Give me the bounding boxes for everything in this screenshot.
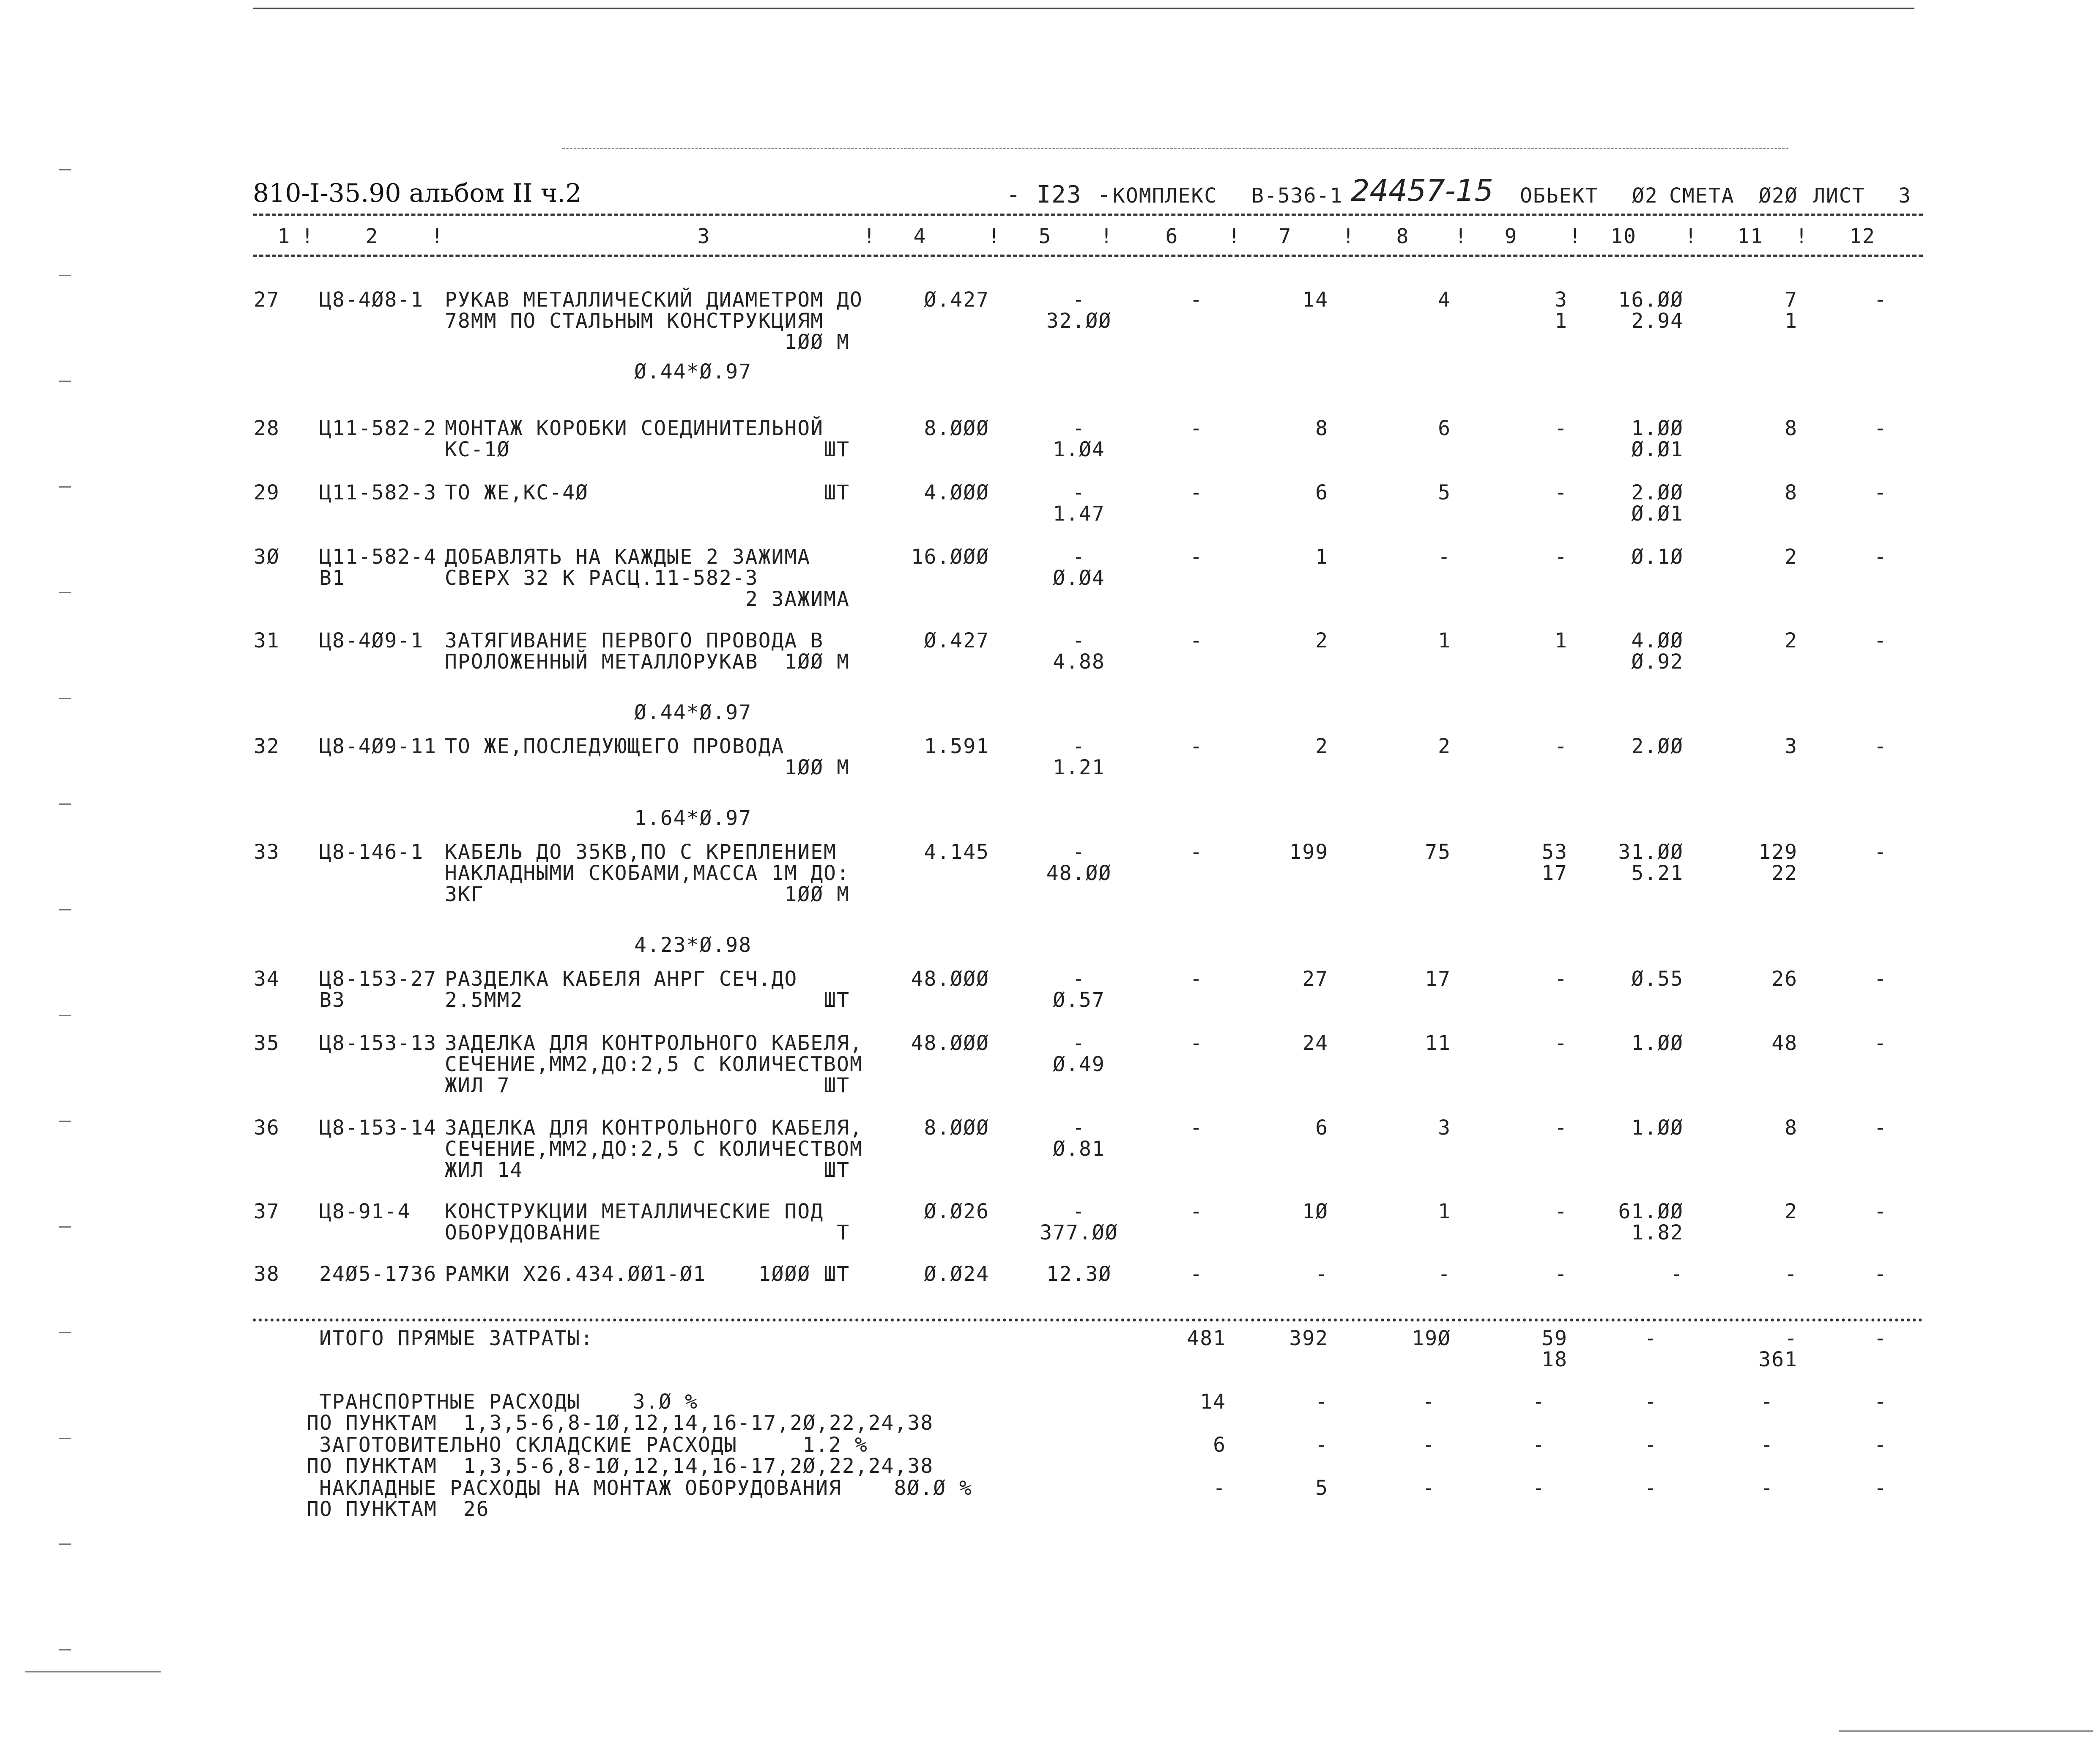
row-col12: - (1874, 1262, 1887, 1286)
row-col11: 7 (1785, 288, 1798, 312)
overhead-value: - (1532, 1476, 1546, 1500)
overhead-title: НАКЛАДНЫЕ РАСХОДЫ НА МОНТАЖ ОБОРУДОВАНИЯ 8Ø.Ø % (319, 1476, 972, 1500)
totals-col10: - (1644, 1327, 1658, 1350)
row-col7: 14 (1302, 288, 1328, 312)
margin-mark (59, 169, 71, 170)
row-col6: - (1190, 481, 1203, 504)
row-description: НАКЛАДНЫМИ СКОБАМИ,МАССА 1М ДО: (445, 861, 850, 885)
row-col6: - (1190, 735, 1203, 758)
overhead-items: ПО ПУНКТАМ 26 (307, 1497, 490, 1521)
overhead-value: - (1315, 1433, 1328, 1457)
row-unit-cost: 1.47 (1053, 502, 1105, 526)
column-number: 9 (1504, 225, 1518, 248)
row-col12: - (1874, 629, 1887, 652)
row-col7: 27 (1302, 967, 1328, 991)
overhead-value: - (1760, 1390, 1774, 1414)
sheet-label: ЛИСТ (1813, 184, 1865, 208)
row-quantity: 48.ØØØ (911, 967, 989, 991)
bottom-right-rule (1839, 1730, 2093, 1732)
row-col11: 1 (1785, 309, 1798, 333)
row-code: Ц8-153-27 (319, 967, 437, 991)
row-formula: 1.64*Ø.97 (634, 806, 752, 830)
row-col9: 17 (1541, 861, 1568, 885)
row-unit: ШТ (824, 1074, 850, 1097)
row-col6: - (1190, 1031, 1203, 1055)
row-col12: - (1874, 1200, 1887, 1223)
row-col9: - (1555, 1200, 1568, 1223)
row-unit: 2 ЗАЖИМА (745, 587, 850, 611)
row-col6: - (1190, 840, 1203, 864)
row-col10: 31.ØØ (1618, 840, 1684, 864)
row-quantity: 1.591 (924, 735, 989, 758)
row-col8: 3 (1438, 1116, 1451, 1140)
row-col9: - (1555, 1116, 1568, 1140)
row-number: 36 (254, 1116, 280, 1140)
row-number: 35 (254, 1031, 280, 1055)
row-description: ЗАДЕЛКА ДЛЯ КОНТРОЛЬНОГО КАБЕЛЯ, (445, 1031, 863, 1055)
row-quantity: Ø.Ø24 (924, 1262, 989, 1286)
row-number: 33 (254, 840, 280, 864)
row-number: 31 (254, 629, 280, 652)
overhead-title: ТРАНСПОРТНЫЕ РАСХОДЫ 3.Ø % (319, 1390, 698, 1414)
row-col7: 1 (1315, 545, 1328, 569)
row-unit-cost: - (1072, 735, 1086, 758)
column-separator: ! (1795, 225, 1809, 248)
row-unit-cost: - (1072, 481, 1086, 504)
overhead-value: - (1532, 1433, 1546, 1457)
row-col6: - (1190, 1262, 1203, 1286)
row-col10: 1.ØØ (1631, 1031, 1684, 1055)
column-number: 6 (1165, 225, 1179, 248)
row-col11: 48 (1771, 1031, 1798, 1055)
column-separator: ! (1569, 225, 1582, 248)
row-description: РАЗДЕЛКА КАБЕЛЯ АНРГ СЕЧ.ДО (445, 967, 798, 991)
column-number: 11 (1737, 225, 1763, 248)
row-unit-cost: Ø.Ø4 (1053, 566, 1105, 590)
margin-mark (59, 1543, 71, 1545)
row-code: Ц8-4Ø9-1 (319, 629, 424, 652)
row-description: 3КГ (445, 883, 484, 906)
totals-col6: 481 (1187, 1327, 1226, 1350)
row-col7: - (1315, 1262, 1328, 1286)
overhead-value: - (1422, 1476, 1436, 1500)
row-description: 2.5ММ2 (445, 988, 523, 1012)
row-unit-cost: - (1072, 288, 1086, 312)
row-col7: 2 (1315, 735, 1328, 758)
row-col10: 61.ØØ (1618, 1200, 1684, 1223)
column-number: 2 (365, 225, 379, 248)
row-description: ДОБАВЛЯТЬ НА КАЖДЫЕ 2 ЗАЖИМА (445, 545, 811, 569)
row-code: Ц8-4Ø9-11 (319, 735, 437, 758)
row-formula: Ø.44*Ø.97 (634, 701, 752, 724)
row-col6: - (1190, 629, 1203, 652)
row-description: ОБОРУДОВАНИЕ (445, 1221, 602, 1245)
row-unit-cost: - (1072, 1116, 1086, 1140)
row-formula: Ø.44*Ø.97 (634, 360, 752, 384)
totals-col7: 392 (1289, 1327, 1328, 1350)
row-quantity: Ø.427 (924, 288, 989, 312)
row-code: В1 (319, 566, 345, 590)
column-separator: ! (1100, 225, 1114, 248)
row-col10: 16.ØØ (1618, 288, 1684, 312)
row-col8: 6 (1438, 417, 1451, 440)
margin-mark (59, 486, 71, 488)
overhead-value: - (1644, 1390, 1658, 1414)
row-col12: - (1874, 1116, 1887, 1140)
row-col6: - (1190, 967, 1203, 991)
row-col11: 2 (1785, 629, 1798, 652)
row-col8: 75 (1425, 840, 1451, 864)
row-col12: - (1874, 288, 1887, 312)
column-number: 10 (1610, 225, 1637, 248)
row-col6: - (1190, 1200, 1203, 1223)
column-separator: ! (863, 225, 876, 248)
row-col9: 1 (1555, 309, 1568, 333)
margin-mark (59, 909, 71, 910)
row-col8: - (1438, 1262, 1451, 1286)
row-col12: - (1874, 545, 1887, 569)
row-description: ЗАТЯГИВАНИЕ ПЕРВОГО ПРОВОДА В (445, 629, 824, 652)
totals-col8: 19Ø (1412, 1327, 1451, 1350)
overhead-value: - (1315, 1390, 1328, 1414)
margin-mark (59, 592, 71, 593)
row-col9: 3 (1555, 288, 1568, 312)
overhead-value: - (1213, 1476, 1226, 1500)
row-quantity: 4.145 (924, 840, 989, 864)
row-unit: ШТ (824, 1158, 850, 1182)
row-col7: 2 (1315, 629, 1328, 652)
margin-mark (59, 1226, 71, 1228)
overhead-value: 5 (1315, 1476, 1328, 1500)
row-unit-cost: 4.88 (1053, 650, 1105, 674)
totals-label: ИТОГО ПРЯМЫЕ ЗАТРАТЫ: (319, 1327, 594, 1350)
column-separator: ! (431, 225, 444, 248)
row-col7: 1Ø (1302, 1200, 1328, 1223)
column-number: 7 (1279, 225, 1292, 248)
row-col9: - (1555, 1031, 1568, 1055)
row-description: КС-1Ø (445, 438, 510, 461)
row-unit-cost: 32.ØØ (1046, 309, 1112, 333)
row-unit: 1ØØ М (784, 650, 850, 674)
row-description: ТО ЖЕ,ПОСЛЕДУЮЩЕГО ПРОВОДА (445, 735, 785, 758)
row-number: 27 (254, 288, 280, 312)
row-code: Ц8-146-1 (319, 840, 424, 864)
overhead-value: - (1874, 1476, 1887, 1500)
row-col11: - (1785, 1262, 1798, 1286)
row-quantity: Ø.Ø26 (924, 1200, 989, 1223)
row-col8: 1 (1438, 629, 1451, 652)
row-unit-cost: - (1072, 545, 1086, 569)
row-col10: 1.ØØ (1631, 1116, 1684, 1140)
row-col12: - (1874, 1031, 1887, 1055)
row-col8: - (1438, 545, 1451, 569)
row-col11: 8 (1785, 1116, 1798, 1140)
row-description: СЕЧЕНИЕ,ММ2,ДО:2,5 С КОЛИЧЕСТВОМ (445, 1053, 863, 1076)
row-col10: Ø.1Ø (1631, 545, 1684, 569)
totals-dotted-line (253, 1319, 1923, 1321)
row-quantity: 8.ØØØ (924, 417, 989, 440)
row-description: РАМКИ Х26.434.ØØ1-Ø1 (445, 1262, 706, 1286)
row-unit: ШТ (824, 481, 850, 504)
row-code: Ц11-582-2 (319, 417, 437, 440)
row-col7: 6 (1315, 481, 1328, 504)
row-col8: 11 (1425, 1031, 1451, 1055)
row-unit-cost: - (1072, 840, 1086, 864)
row-col6: - (1190, 545, 1203, 569)
row-col11: 8 (1785, 481, 1798, 504)
row-number: 37 (254, 1200, 280, 1223)
row-number: 34 (254, 967, 280, 991)
row-quantity: Ø.427 (924, 629, 989, 652)
overhead-title: ЗАГОТОВИТЕЛЬНО СКЛАДСКИЕ РАСХОДЫ 1.2 % (319, 1433, 868, 1457)
faint-scan-rule (562, 148, 1788, 149)
row-col10: Ø.92 (1631, 650, 1684, 674)
overhead-value: - (1644, 1476, 1658, 1500)
margin-mark (59, 1015, 71, 1016)
column-separator: ! (1454, 225, 1468, 248)
row-unit: 1ØØ М (784, 883, 850, 906)
overhead-value: - (1760, 1433, 1774, 1457)
row-number: 32 (254, 735, 280, 758)
row-code: Ц11-582-4 (319, 545, 437, 569)
overhead-items: ПО ПУНКТАМ 1,3,5-6,8-1Ø,12,14,16-17,2Ø,22,24,38 (307, 1411, 934, 1435)
row-code: В3 (319, 988, 345, 1012)
object-number: Ø2 (1632, 184, 1658, 208)
row-quantity: 8.ØØØ (924, 1116, 989, 1140)
margin-mark (59, 381, 71, 382)
column-number: 1 (277, 225, 291, 248)
row-col10: 2.ØØ (1631, 481, 1684, 504)
margin-mark (59, 1649, 71, 1650)
column-separator: ! (1228, 225, 1241, 248)
row-col9: - (1555, 967, 1568, 991)
row-unit-cost: Ø.49 (1053, 1053, 1105, 1076)
row-col8: 2 (1438, 735, 1451, 758)
row-col7: 199 (1289, 840, 1328, 864)
margin-mark (59, 1438, 71, 1439)
row-number: 29 (254, 481, 280, 504)
margin-mark (59, 1121, 71, 1122)
row-unit: 1ØØ М (784, 756, 850, 779)
row-col9: - (1555, 417, 1568, 440)
row-description: МОНТАЖ КОРОБКИ СОЕДИНИТЕЛЬНОЙ (445, 417, 824, 440)
overhead-value: - (1422, 1433, 1436, 1457)
overhead-items: ПО ПУНКТАМ 1,3,5-6,8-1Ø,12,14,16-17,2Ø,22,24,38 (307, 1454, 934, 1478)
row-col7: 8 (1315, 417, 1328, 440)
row-col11: 3 (1785, 735, 1798, 758)
overhead-value: 14 (1200, 1390, 1226, 1414)
row-col11: 2 (1785, 1200, 1798, 1223)
row-col10: 5.21 (1631, 861, 1684, 885)
row-col12: - (1874, 840, 1887, 864)
totals-col9: 18 (1541, 1348, 1568, 1371)
margin-mark (59, 698, 71, 699)
column-number: 5 (1038, 225, 1052, 248)
margin-mark (59, 275, 71, 276)
row-col7: 6 (1315, 1116, 1328, 1140)
row-col10: Ø.Ø1 (1631, 502, 1684, 526)
row-col9: 53 (1541, 840, 1568, 864)
row-col11: 22 (1771, 861, 1798, 885)
top-edge-rule (253, 8, 1914, 9)
row-col9: - (1555, 481, 1568, 504)
header-dash-line (253, 214, 1923, 216)
row-col9: - (1555, 545, 1568, 569)
row-col10: 1.82 (1631, 1221, 1684, 1245)
row-unit-cost: - (1072, 629, 1086, 652)
column-number: 3 (697, 225, 711, 248)
row-unit-cost: Ø.81 (1053, 1137, 1105, 1161)
row-description: СЕЧЕНИЕ,ММ2,ДО:2,5 С КОЛИЧЕСТВОМ (445, 1137, 863, 1161)
row-col6: - (1190, 1116, 1203, 1140)
row-code: Ц8-91-4 (319, 1200, 411, 1223)
row-formula: 4.23*Ø.98 (634, 933, 752, 957)
row-description: ПРОЛОЖЕННЫЙ МЕТАЛЛОРУКАВ (445, 650, 758, 674)
row-description: ЗАДЕЛКА ДЛЯ КОНТРОЛЬНОГО КАБЕЛЯ, (445, 1116, 863, 1140)
row-col9: 1 (1555, 629, 1568, 652)
row-col12: - (1874, 735, 1887, 758)
overhead-value: - (1532, 1390, 1546, 1414)
row-unit: ШТ (824, 438, 850, 461)
totals-col9: 59 (1541, 1327, 1568, 1350)
totals-col11: - (1785, 1327, 1798, 1350)
row-unit-cost: - (1072, 967, 1086, 991)
row-unit: 1ØØ М (784, 330, 850, 354)
column-number: 4 (913, 225, 927, 248)
complex-label: КОМПЛЕКС (1113, 184, 1218, 208)
row-col7: 24 (1302, 1031, 1328, 1055)
page-number: - I23 - (1006, 181, 1112, 208)
row-description: 78ММ ПО СТАЛЬНЫМ КОНСТРУКЦИЯМ (445, 309, 824, 333)
complex-code: В-536-1 (1251, 184, 1343, 208)
totals-col12: - (1874, 1327, 1887, 1350)
overhead-value: - (1422, 1390, 1436, 1414)
margin-mark (59, 1332, 71, 1333)
row-col10: 2.94 (1631, 309, 1684, 333)
bottom-left-rule (25, 1671, 161, 1672)
row-unit-cost: 1.Ø4 (1053, 438, 1105, 461)
row-quantity: 48.ØØØ (911, 1031, 989, 1055)
row-unit-cost: - (1072, 1200, 1086, 1223)
row-quantity: 4.ØØØ (924, 481, 989, 504)
row-col8: 4 (1438, 288, 1451, 312)
row-number: 28 (254, 417, 280, 440)
row-col12: - (1874, 481, 1887, 504)
row-col10: - (1670, 1262, 1684, 1286)
row-col10: 2.ØØ (1631, 735, 1684, 758)
row-description: РУКАВ МЕТАЛЛИЧЕСКИЙ ДИАМЕТРОМ ДО (445, 288, 863, 312)
row-unit: ШТ (824, 988, 850, 1012)
row-col8: 1 (1438, 1200, 1451, 1223)
overhead-value: - (1644, 1433, 1658, 1457)
object-label: ОБЬЕКТ (1520, 184, 1599, 208)
row-unit-cost: 12.3Ø (1046, 1262, 1112, 1286)
row-col10: 4.ØØ (1631, 629, 1684, 652)
row-code: Ц8-153-14 (319, 1116, 437, 1140)
column-separator: ! (1684, 225, 1698, 248)
row-description: ЖИЛ 14 (445, 1158, 523, 1182)
row-unit-cost: 377.ØØ (1040, 1221, 1118, 1245)
estimate-number: Ø2Ø (1759, 184, 1798, 208)
row-col10: 1.ØØ (1631, 417, 1684, 440)
sheet-number: 3 (1898, 184, 1911, 208)
row-quantity: 16.ØØØ (911, 545, 989, 569)
margin-mark (59, 803, 71, 805)
row-description: СВЕРХ 32 К РАСЦ.11-582-3 (445, 566, 758, 590)
row-code: Ц11-582-3 (319, 481, 437, 504)
row-number: 3Ø (254, 545, 280, 569)
row-number: 38 (254, 1262, 280, 1286)
row-unit-cost: - (1072, 417, 1086, 440)
row-unit-cost: - (1072, 1031, 1086, 1055)
row-unit: Т (837, 1221, 850, 1245)
row-col6: - (1190, 417, 1203, 440)
column-number: 12 (1849, 225, 1875, 248)
column-separator: ! (301, 225, 315, 248)
handwritten-number: 24457-15 (1351, 173, 1494, 208)
row-col11: 26 (1771, 967, 1798, 991)
row-col9: - (1555, 1262, 1568, 1286)
row-col11: 129 (1758, 840, 1798, 864)
column-header-dash-line (253, 255, 1923, 257)
row-description: ТО ЖЕ,КС-4Ø (445, 481, 589, 504)
row-col8: 5 (1438, 481, 1451, 504)
row-col11: 8 (1785, 417, 1798, 440)
document-reference: 810-I-35.90 альбом II ч.2 (253, 178, 582, 208)
row-code: Ц8-4Ø8-1 (319, 288, 424, 312)
overhead-value: - (1874, 1433, 1887, 1457)
row-col12: - (1874, 417, 1887, 440)
row-unit-cost: 1.21 (1053, 756, 1105, 779)
row-unit-cost: Ø.57 (1053, 988, 1105, 1012)
row-col8: 17 (1425, 967, 1451, 991)
row-unit: 1ØØØ ШТ (758, 1262, 850, 1286)
column-number: 8 (1396, 225, 1410, 248)
row-description: КОНСТРУКЦИИ МЕТАЛЛИЧЕСКИЕ ПОД (445, 1200, 824, 1223)
row-unit-cost: 48.ØØ (1046, 861, 1112, 885)
column-separator: ! (988, 225, 1001, 248)
row-code: Ц8-153-13 (319, 1031, 437, 1055)
overhead-value: 6 (1213, 1433, 1226, 1457)
row-code: 24Ø5-1736 (319, 1262, 437, 1286)
row-col9: - (1555, 735, 1568, 758)
column-separator: ! (1342, 225, 1355, 248)
row-col12: - (1874, 967, 1887, 991)
row-col6: - (1190, 288, 1203, 312)
estimate-label: СМЕТА (1669, 184, 1735, 208)
row-col10: Ø.55 (1631, 967, 1684, 991)
row-description: ЖИЛ 7 (445, 1074, 510, 1097)
overhead-value: - (1874, 1390, 1887, 1414)
row-description: КАБЕЛЬ ДО 35КВ,ПО С КРЕПЛЕНИЕМ (445, 840, 837, 864)
row-col10: Ø.Ø1 (1631, 438, 1684, 461)
totals-col11: 361 (1758, 1348, 1798, 1371)
overhead-value: - (1760, 1476, 1774, 1500)
row-col11: 2 (1785, 545, 1798, 569)
